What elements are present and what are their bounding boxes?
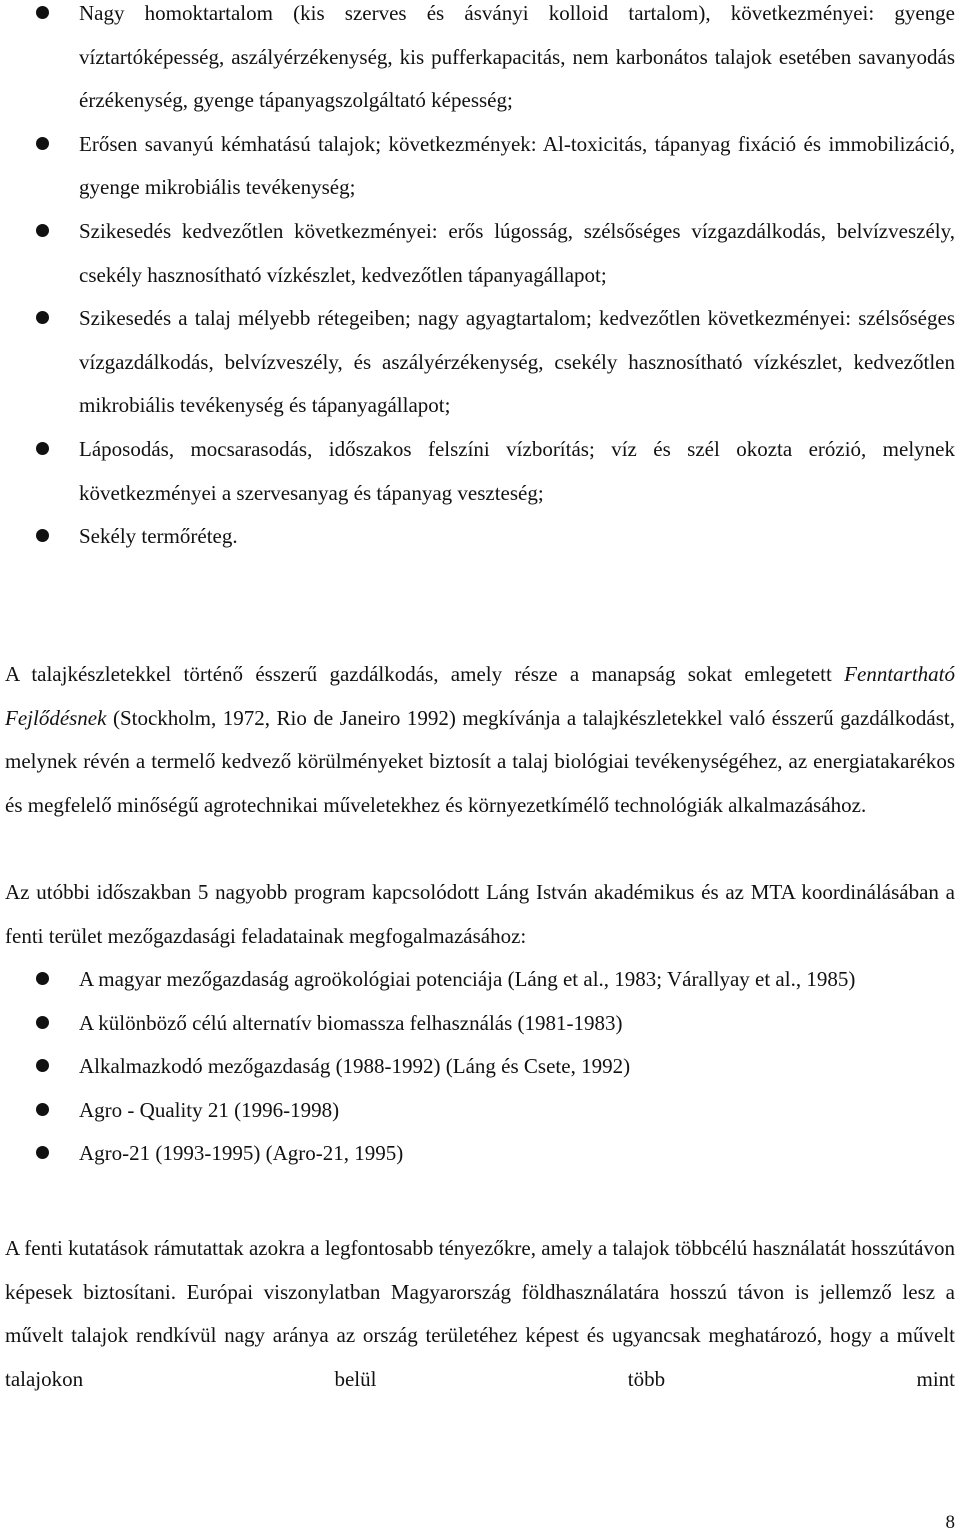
list-item-text: Agro-21 (1993-1995) (Agro-21, 1995) (79, 1141, 404, 1166)
list-item (0, 1132, 960, 1176)
soil-problems-list (0, 0, 960, 559)
bullet-icon (36, 1103, 49, 1116)
bullet-icon (36, 224, 49, 237)
programs-list (0, 958, 960, 1176)
list-item-text: Erősen savanyú kémhatású talajok; következmények: Al-toxicitás, tápanyag fixáció és immobilizáció, gyenge mikrobiális tevékenység; (79, 131, 955, 200)
list-item-text: A magyar mezőgazdaság agroökológiai potenciája (Láng et al., 1983; Várallyay et al., 1985) (79, 967, 856, 991)
bullet-icon (36, 1059, 49, 1072)
bullet-icon (36, 442, 49, 455)
paragraph-text-before: A talajkészletekkel történő ésszerű gazdálkodás, amely része a manapság sokat emlegetett (5, 662, 845, 686)
bullet-icon (36, 1146, 49, 1159)
list-item (0, 1045, 960, 1089)
bullet-icon (36, 6, 49, 19)
paragraph-text-after: (Stockholm, 1972, Rio de Janeiro 1992) megkívánja a talajkészletekkel való ésszerű gazdálkodást, melynek révén a termelő kedvező körülményeket biztosít a talaj biológiai tevékenységéhez, az energiatakarékos és megfelelő minőségű agrotechnikai műveletekhez és környezetkímélő technológiák alkalmazásához. (5, 705, 955, 817)
list-item (0, 210, 960, 297)
list-item-text: Sekély termőréteg. (79, 524, 238, 549)
list-item (0, 958, 960, 1002)
list-item-text: Nagy homoktartalom (kis szerves és ásványi kolloid tartalom), következményei: gyenge víztartóképesség, aszályérzékenység, kis pufferkapacitás, nem karbonátos talajok esetében savanyodás érzékenység, gyenge tápanyagszolgáltató képesség; (79, 1, 955, 113)
list-item-text: Szikesedés kedvezőtlen következményei: erős lúgosság, szélsőséges vízgazdálkodás, belvízveszély, csekély hasznosítható vízkészlet, kedvezőtlen tápanyagállapot; (79, 218, 955, 287)
bullet-icon (36, 1016, 49, 1029)
italic-term: Fenntartható Fejlődésnek (5, 662, 955, 730)
paragraph-research-results: A fenti kutatások rámutattak azokra a legfontosabb tényezőkre, amely a talajok többcélú használatát hosszútávon képesek biztosítani. Európai viszonylatban Magyarország földhasználatára hosszú távon is jellemző lesz a művelt talajok rendkívül nagy aránya az ország területéhez képest és ugyancsak meghatározó, hogy a művelt talajokon belül több mint (5, 1236, 955, 1391)
bullet-icon (36, 972, 49, 985)
paragraph-sustainable-development (5, 653, 955, 827)
list-item (0, 0, 960, 123)
list-item-text: Láposodás, mocsarasodás, időszakos felszíni vízborítás; víz és szél okozta erózió, melynek következményei a szervesanyag és tápanyag veszteség; (79, 436, 955, 505)
bullet-icon (36, 529, 49, 542)
list-item (0, 515, 960, 559)
list-item (0, 123, 960, 210)
list-item (0, 1002, 960, 1046)
list-item-text: A különböző célú alternatív biomassza felhasználás (1981-1983) (79, 1010, 623, 1035)
list-item (0, 1089, 960, 1133)
list-item-text: Szikesedés a talaj mélyebb rétegeiben; nagy agyagtartalom; kedvezőtlen következményei: szélsőséges vízgazdálkodás, belvízveszély, és aszályérzékenység, csekély hasznosítható vízkészlet, kedvezőtlen mikrobiális tevékenység és tápanyagállapot; (79, 306, 955, 418)
bullet-icon (36, 311, 49, 324)
paragraph-programs-intro: Az utóbbi időszakban 5 nagyobb program kapcsolódott Láng István akadémikus és az MTA koordinálásában a fenti terület mezőgazdasági feladatainak megfogalmazásához: (5, 880, 955, 948)
list-item (0, 428, 960, 515)
list-item (0, 297, 960, 428)
page-number: 8 (945, 1512, 955, 1533)
bullet-icon (36, 137, 49, 150)
list-item-text: Agro - Quality 21 (1996-1998) (79, 1097, 340, 1122)
list-item-text: Alkalmazkodó mezőgazdaság (1988-1992) (Láng és Csete, 1992) (79, 1054, 631, 1079)
